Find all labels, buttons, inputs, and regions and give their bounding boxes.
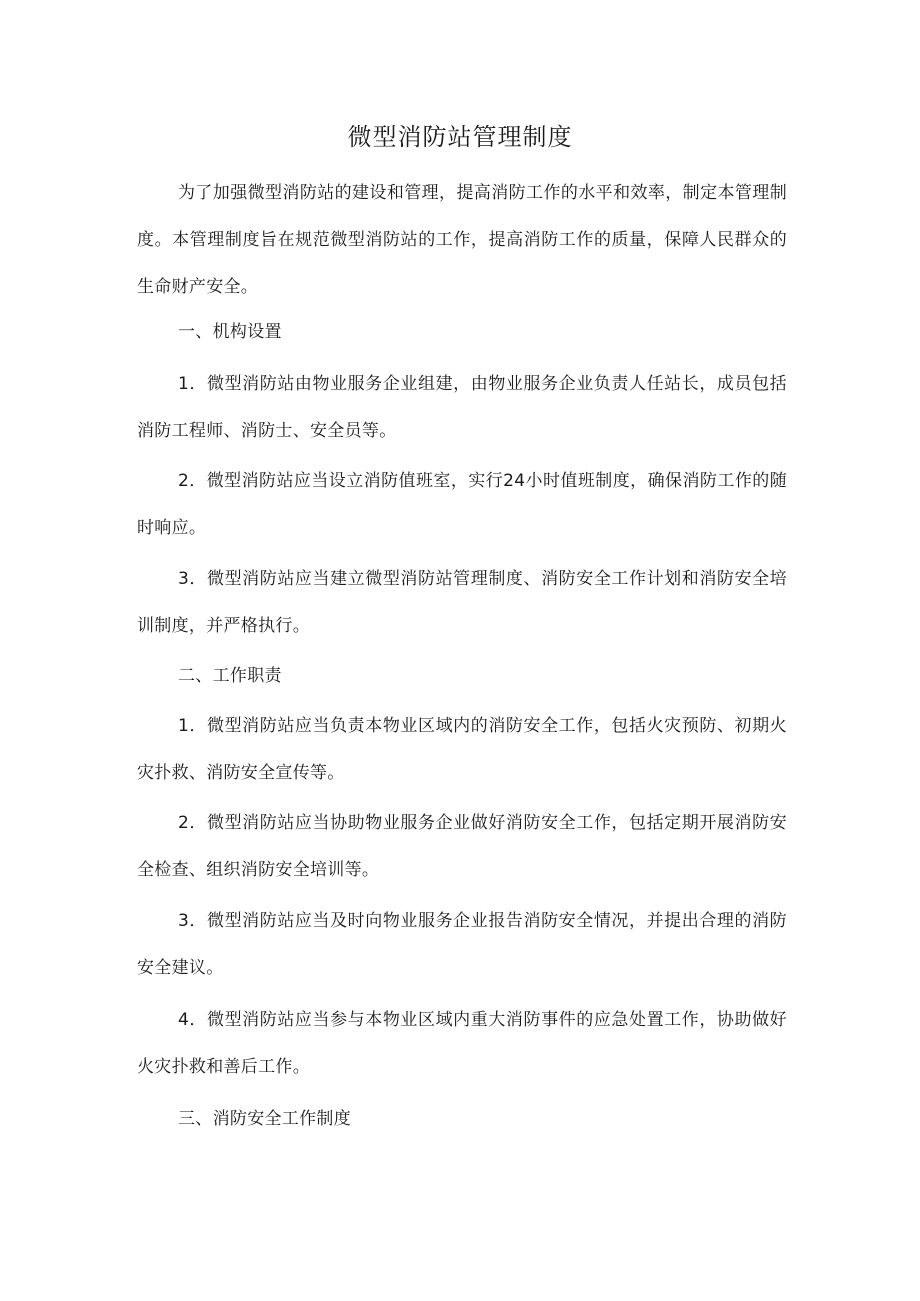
list-item: 3．微型消防站应当及时向物业服务企业报告消防安全情况，并提出合理的消防安全建议。 (137, 911, 787, 978)
list-item: 3．微型消防站应当建立微型消防站管理制度、消防安全工作计划和消防安全培训制度，并严格执行。 (137, 569, 787, 636)
list-item: 2．微型消防站应当协助物业服务企业做好消防安全工作，包括定期开展消防安全检查、组织消防安全培训等。 (137, 813, 787, 880)
section-heading-organization: 一、机构设置 (178, 322, 282, 342)
section-heading-duties: 二、工作职责 (178, 666, 282, 686)
list-item: 1．微型消防站应当负责本物业区域内的消防安全工作，包括火灾预防、初期火灾扑救、消防安全宣传等。 (137, 716, 787, 783)
section-heading-safety-system: 三、消防安全工作制度 (178, 1109, 351, 1129)
list-item: 2．微型消防站应当设立消防值班室，实行24小时值班制度，确保消防工作的随时响应。 (137, 471, 787, 538)
intro-paragraph: 为了加强微型消防站的建设和管理，提高消防工作的水平和效率，制定本管理制度。本管理制度旨在规范微型消防站的工作，提高消防工作的质量，保障人民群众的生命财产安全。 (137, 183, 787, 297)
document-title: 微型消防站管理制度 (347, 123, 573, 151)
list-item: 4．微型消防站应当参与本物业区域内重大消防事件的应急处置工作，协助做好火灾扑救和善后工作。 (137, 1010, 787, 1077)
list-item: 1．微型消防站由物业服务企业组建，由物业服务企业负责人任站长，成员包括消防工程师、消防士、安全员等。 (137, 374, 787, 441)
